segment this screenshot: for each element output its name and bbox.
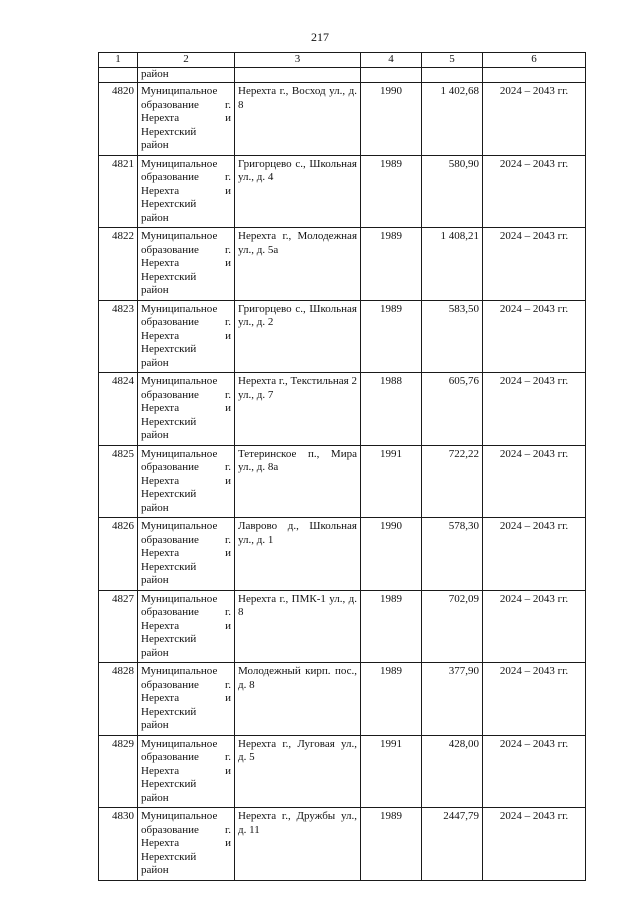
municipality-line	[141, 257, 231, 271]
municipality-word: и	[225, 474, 231, 487]
row-number: 4829	[99, 735, 138, 808]
municipality-line: район	[141, 574, 169, 586]
municipality-line	[141, 99, 231, 113]
period-cell: 2024 – 2043 гг.	[483, 590, 586, 663]
period-cell: 2024 – 2043 гг.	[483, 808, 586, 881]
area-cell: 1 402,68	[422, 83, 483, 156]
municipality-word: Нерехта	[141, 692, 180, 704]
municipality-word: г.	[224, 606, 231, 618]
municipality-line	[141, 461, 231, 475]
municipality-line: Нерехтский	[141, 560, 197, 573]
continuation-text: район	[138, 68, 235, 83]
municipality-line: Нерехтский	[141, 850, 197, 863]
period-cell: 2024 – 2043 гг.	[483, 83, 586, 156]
municipality-line: Муниципальное	[141, 520, 218, 532]
municipality-line	[141, 692, 231, 706]
municipality-line	[141, 316, 231, 330]
municipality-word: Нерехта	[141, 474, 180, 487]
municipality-word: г.	[224, 461, 231, 473]
year-cell: 1989	[361, 590, 422, 663]
municipality-word: образование	[141, 388, 199, 401]
municipality-line	[141, 606, 231, 620]
municipality-word: и	[225, 692, 231, 704]
year-cell: 1989	[361, 808, 422, 881]
municipality-word: Нерехта	[141, 402, 180, 414]
municipality-line	[141, 185, 231, 199]
municipality-cell	[138, 808, 235, 881]
municipality-line: Муниципальное	[141, 592, 218, 605]
municipality-word: Нерехта	[141, 112, 180, 124]
column-number-row	[99, 53, 586, 68]
area-cell: 2447,79	[422, 808, 483, 881]
municipality-line: Нерехтский	[141, 415, 197, 428]
column-header-3: 3	[235, 53, 361, 68]
municipality-line	[141, 837, 231, 851]
municipality-line	[141, 244, 231, 258]
address-cell: Тетеринское п., Мира ул., д. 8а	[235, 445, 361, 518]
municipality-cell	[138, 228, 235, 301]
municipality-word: и	[225, 547, 231, 559]
municipality-word: и	[225, 837, 231, 849]
municipality-word: и	[225, 402, 231, 414]
year-cell: 1991	[361, 735, 422, 808]
municipality-word: г.	[224, 171, 231, 183]
municipality-cell	[138, 663, 235, 736]
continuation-cell-4	[361, 68, 422, 83]
address-cell: Григорцево с., Школьная ул., д. 4	[235, 155, 361, 228]
row-number: 4822	[99, 228, 138, 301]
municipality-word: образование	[141, 243, 199, 256]
address-cell: Лаврово д., Школьная ул., д. 1	[235, 518, 361, 591]
year-cell: 1989	[361, 300, 422, 373]
municipality-line: Нерехтский	[141, 343, 197, 355]
municipality-word: г.	[224, 533, 231, 546]
municipality-cell	[138, 735, 235, 808]
municipality-word: г.	[224, 678, 231, 691]
municipality-line	[141, 547, 231, 561]
table-header	[99, 53, 586, 68]
area-cell: 1 408,21	[422, 228, 483, 301]
row-number: 4826	[99, 518, 138, 591]
year-cell: 1989	[361, 228, 422, 301]
period-cell: 2024 – 2043 гг.	[483, 518, 586, 591]
municipality-word: г.	[224, 388, 231, 401]
table-row	[99, 300, 586, 373]
year-cell: 1991	[361, 445, 422, 518]
table-row	[99, 518, 586, 591]
table-row	[99, 373, 586, 446]
area-cell: 578,30	[422, 518, 483, 591]
municipality-cell	[138, 83, 235, 156]
table-row	[99, 83, 586, 156]
municipality-line	[141, 389, 231, 403]
period-cell: 2024 – 2043 гг.	[483, 228, 586, 301]
municipality-cell	[138, 155, 235, 228]
column-header-6: 6	[483, 53, 586, 68]
table-row	[99, 445, 586, 518]
address-cell: Молодежный кирп. пос., д. 8	[235, 663, 361, 736]
municipality-line: Нерехтский	[141, 705, 197, 718]
municipality-line	[141, 620, 231, 634]
municipality-line: Нерехтский	[141, 778, 197, 790]
row-number: 4827	[99, 590, 138, 663]
continuation-row	[99, 68, 586, 83]
municipality-line	[141, 475, 231, 489]
area-cell: 377,90	[422, 663, 483, 736]
period-cell: 2024 – 2043 гг.	[483, 300, 586, 373]
municipality-word: образование	[141, 751, 199, 763]
housing-register-table	[98, 52, 586, 881]
municipality-line: район	[141, 211, 169, 224]
address-cell: Нерехта г., Дружбы ул., д. 11	[235, 808, 361, 881]
municipality-line	[141, 751, 231, 765]
municipality-line: Муниципальное	[141, 665, 218, 677]
municipality-word: Нерехта	[141, 547, 180, 559]
address-cell: Нерехта г., Луговая ул., д. 5	[235, 735, 361, 808]
row-number: 4821	[99, 155, 138, 228]
municipality-word: образование	[141, 823, 199, 836]
area-cell: 702,09	[422, 590, 483, 663]
page-number: 217	[311, 30, 329, 44]
municipality-line: район	[141, 791, 169, 804]
continuation-cell-5	[422, 68, 483, 83]
year-cell: 1990	[361, 518, 422, 591]
municipality-word: Нерехта	[141, 257, 180, 269]
column-header-1: 1	[99, 53, 138, 68]
year-cell: 1989	[361, 155, 422, 228]
municipality-line: Нерехтский	[141, 633, 197, 645]
column-header-2: 2	[138, 53, 235, 68]
municipality-word: образование	[141, 533, 199, 546]
municipality-word: и	[225, 329, 231, 342]
year-cell: 1988	[361, 373, 422, 446]
municipality-line: Нерехтский	[141, 198, 197, 210]
municipality-line: Нерехтский	[141, 125, 197, 138]
municipality-line	[141, 402, 231, 416]
municipality-word: Нерехта	[141, 619, 180, 632]
table-body	[99, 68, 586, 881]
municipality-word: Нерехта	[141, 184, 180, 197]
municipality-line	[141, 112, 231, 126]
table-row	[99, 155, 586, 228]
table-row	[99, 590, 586, 663]
municipality-cell	[138, 300, 235, 373]
municipality-line: Муниципальное	[141, 447, 218, 460]
continuation-cell-3	[235, 68, 361, 83]
area-cell: 605,76	[422, 373, 483, 446]
address-cell: Нерехта г., ПМК-1 ул., д. 8	[235, 590, 361, 663]
municipality-word: г.	[224, 98, 231, 111]
municipality-cell	[138, 518, 235, 591]
municipality-word: образование	[141, 316, 199, 328]
municipality-line: Муниципальное	[141, 85, 218, 97]
row-number: 4820	[99, 83, 138, 156]
address-cell: Григорцево с., Школьная ул., д. 2	[235, 300, 361, 373]
continuation-cell-6	[483, 68, 586, 83]
municipality-line: Муниципальное	[141, 810, 218, 822]
column-header-4: 4	[361, 53, 422, 68]
municipality-word: и	[225, 619, 231, 632]
municipality-word: г.	[224, 316, 231, 328]
municipality-line: Нерехтский	[141, 488, 197, 500]
period-cell: 2024 – 2043 гг.	[483, 735, 586, 808]
municipality-line: район	[141, 501, 169, 514]
area-cell: 722,22	[422, 445, 483, 518]
continuation-cell-1	[99, 68, 138, 83]
municipality-line: Муниципальное	[141, 302, 218, 315]
row-number: 4830	[99, 808, 138, 881]
municipality-line	[141, 171, 231, 185]
row-number: 4823	[99, 300, 138, 373]
municipality-cell	[138, 373, 235, 446]
table-row	[99, 228, 586, 301]
municipality-line: Нерехтский	[141, 270, 197, 283]
area-cell: 583,50	[422, 300, 483, 373]
municipality-word: образование	[141, 606, 199, 618]
municipality-word: образование	[141, 98, 199, 111]
municipality-line: район	[141, 719, 169, 731]
municipality-line: Муниципальное	[141, 737, 218, 750]
municipality-line	[141, 679, 231, 693]
address-cell: Нерехта г., Молодежная ул., д. 5а	[235, 228, 361, 301]
municipality-line: район	[141, 864, 169, 876]
municipality-word: и	[225, 184, 231, 197]
municipality-word: Нерехта	[141, 837, 180, 849]
municipality-word: и	[225, 257, 231, 269]
municipality-line: район	[141, 646, 169, 659]
municipality-line: Муниципальное	[141, 375, 218, 387]
address-cell: Нерехта г., Восход ул., д. 8	[235, 83, 361, 156]
year-cell: 1990	[361, 83, 422, 156]
municipality-line	[141, 824, 231, 838]
year-cell: 1989	[361, 663, 422, 736]
municipality-word: Нерехта	[141, 329, 180, 342]
municipality-line: район	[141, 429, 169, 441]
municipality-line	[141, 330, 231, 344]
municipality-word: и	[225, 112, 231, 124]
column-header-5: 5	[422, 53, 483, 68]
row-number: 4825	[99, 445, 138, 518]
municipality-line: район	[141, 139, 169, 151]
municipality-line: район	[141, 284, 169, 296]
municipality-line: Муниципальное	[141, 230, 218, 242]
municipality-line: район	[141, 356, 169, 369]
municipality-line: Муниципальное	[141, 157, 218, 170]
municipality-word: образование	[141, 461, 199, 473]
area-cell: 428,00	[422, 735, 483, 808]
municipality-word: г.	[224, 823, 231, 836]
period-cell: 2024 – 2043 гг.	[483, 445, 586, 518]
municipality-cell	[138, 445, 235, 518]
row-number: 4824	[99, 373, 138, 446]
period-cell: 2024 – 2043 гг.	[483, 155, 586, 228]
municipality-word: образование	[141, 171, 199, 183]
area-cell: 580,90	[422, 155, 483, 228]
period-cell: 2024 – 2043 гг.	[483, 663, 586, 736]
municipality-line	[141, 765, 231, 779]
municipality-line	[141, 534, 231, 548]
municipality-word: г.	[224, 751, 231, 763]
table-row	[99, 663, 586, 736]
address-cell: Нерехта г., Текстильная 2 ул., д. 7	[235, 373, 361, 446]
row-number: 4828	[99, 663, 138, 736]
period-cell: 2024 – 2043 гг.	[483, 373, 586, 446]
municipality-word: и	[225, 764, 231, 777]
municipality-word: образование	[141, 678, 199, 691]
municipality-word: Нерехта	[141, 764, 180, 777]
municipality-cell	[138, 590, 235, 663]
municipality-word: г.	[224, 243, 231, 256]
table-row	[99, 808, 586, 881]
table-row	[99, 735, 586, 808]
